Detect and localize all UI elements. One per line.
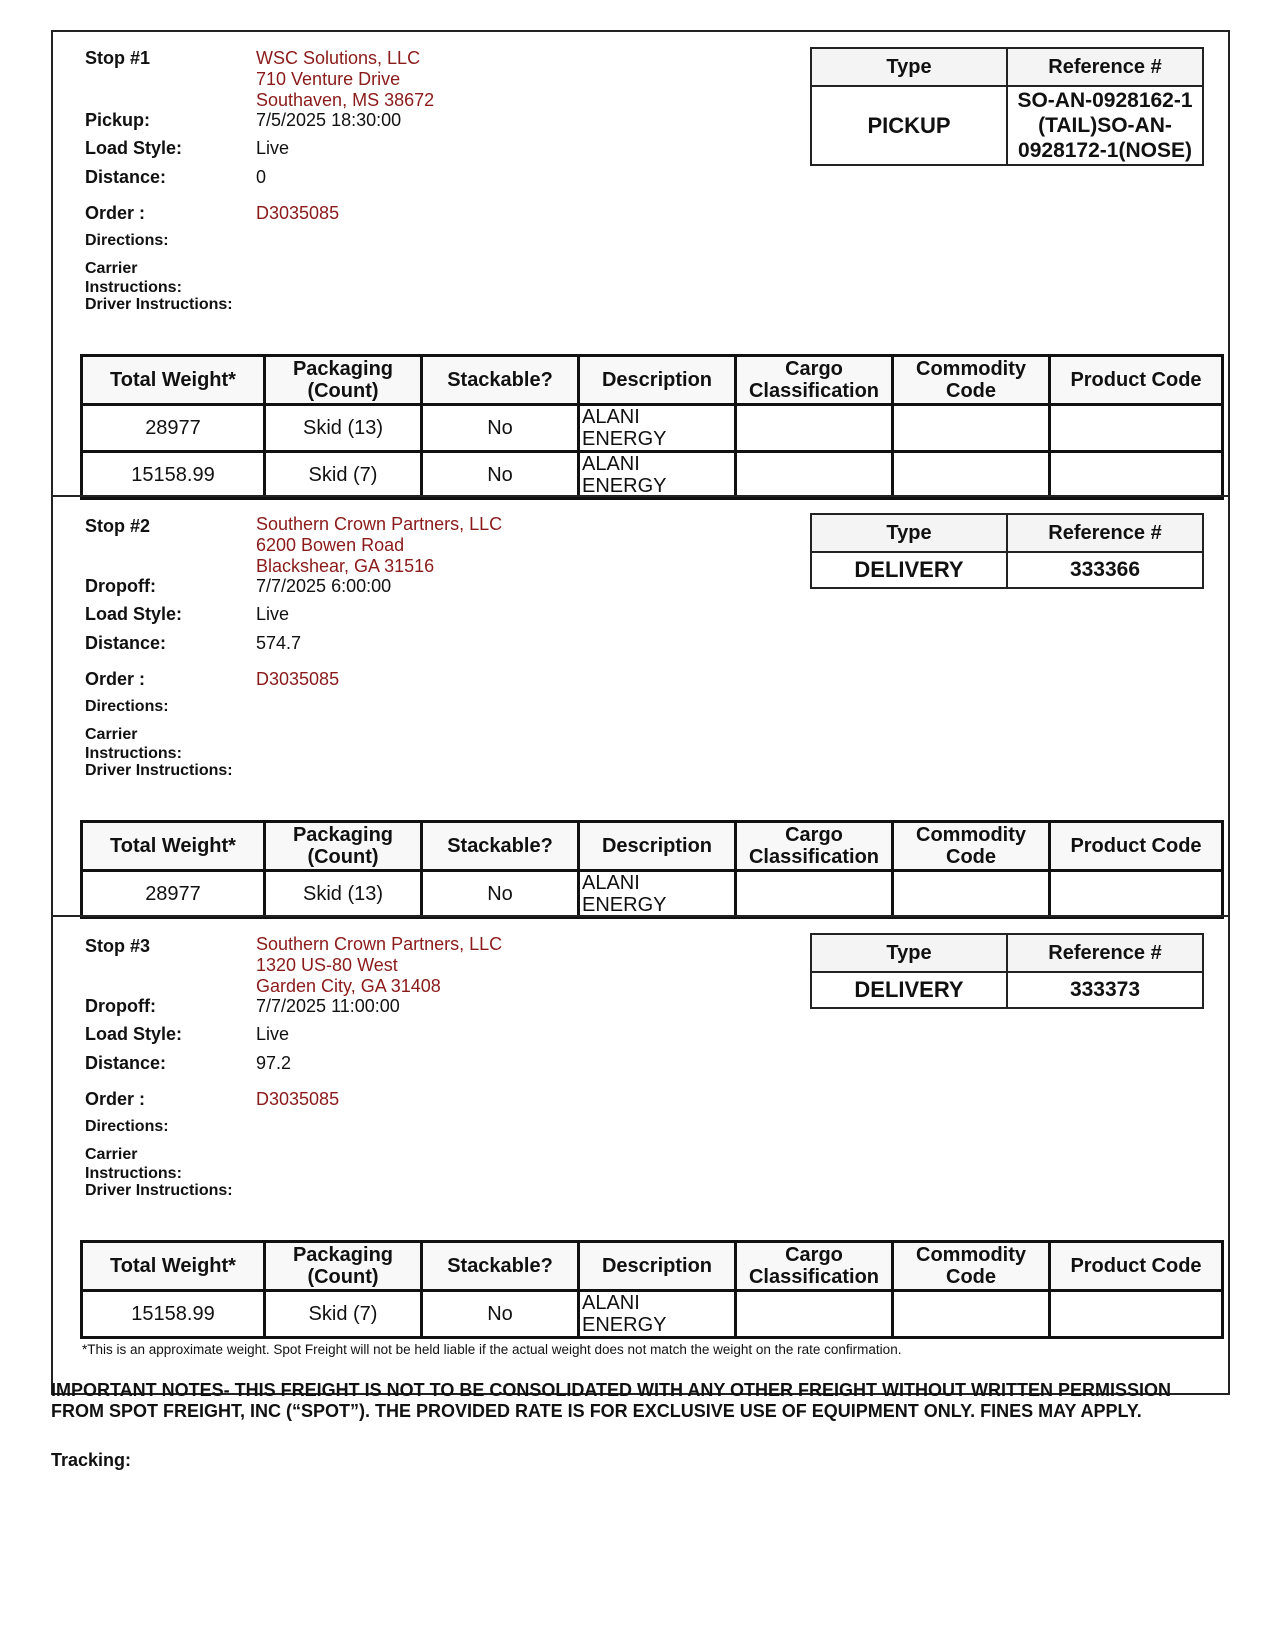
order-value: D3035085 (256, 203, 340, 223)
carrier-instructions-label: Carrier Instructions: (85, 1146, 182, 1182)
order-label: Order : (85, 1089, 146, 1109)
stackable-header: Stackable? (422, 356, 579, 405)
carrier-instructions-label: Carrier Instructions: (85, 260, 182, 296)
cargo-header-row (82, 356, 1223, 405)
cargo-table (80, 1240, 1224, 1339)
weight-cell: 28977 (82, 871, 265, 918)
packaging-header: Packaging (Count) (265, 822, 422, 871)
description-header: Description (579, 822, 736, 871)
weight-cell: 15158.99 (82, 1291, 265, 1338)
product-code-header: Product Code (1050, 822, 1223, 871)
total-weight-header: Total Weight* (82, 356, 265, 405)
stop-type: PICKUP (811, 86, 1007, 165)
cargo-header-row (82, 822, 1223, 871)
packaging-cell: Skid (7) (265, 1291, 422, 1338)
directions-label: Directions: (85, 232, 169, 249)
packaging-cell: Skid (7) (265, 452, 422, 499)
distance-label: Distance: (85, 1053, 167, 1073)
cargo-table (80, 354, 1224, 500)
load-style-value: Live (256, 138, 290, 158)
commodity-code-header: Commodity Code (893, 356, 1050, 405)
packaging-header: Packaging (Count) (265, 356, 422, 405)
reference-number: 333373 (1007, 972, 1203, 1008)
type-header: Type (811, 48, 1007, 86)
reference-number: SO-AN-0928162-1 (TAIL)SO-AN- 0928172-1(NOSE) (1007, 86, 1203, 165)
classification-cell (736, 405, 893, 452)
distance-value: 97.2 (256, 1053, 292, 1073)
weight-cell: 15158.99 (82, 452, 265, 499)
description-header: Description (579, 356, 736, 405)
classification-cell (736, 452, 893, 499)
address-line: Garden City, GA 31408 (256, 976, 441, 996)
table-row (82, 405, 1223, 452)
reference-header: Reference # (1007, 514, 1203, 552)
stop-number: Stop #2 (85, 516, 151, 536)
important-notes: IMPORTANT NOTES- THIS FREIGHT IS NOT TO BE CONSOLIDATED WITH ANY OTHER FREIGHT WITHOUT WRITTEN PERMISSION FROM SPOT FREIGHT, INC (“SPOT”). THE PROVIDED RATE IS FOR EXCLUSIVE USE OF EQUIPMENT ONLY. FINES MAY APPLY. (51, 1380, 1171, 1421)
stackable-cell: No (422, 871, 579, 918)
commodity-cell (893, 1291, 1050, 1338)
table-row (82, 1291, 1223, 1338)
load-style-value: Live (256, 604, 290, 624)
product-cell (1050, 871, 1223, 918)
time-value: 7/7/2025 11:00:00 (256, 996, 400, 1016)
time-label: Dropoff: (85, 576, 156, 596)
distance-label: Distance: (85, 167, 167, 187)
commodity-code-header: Commodity Code (893, 822, 1050, 871)
stackable-header: Stackable? (422, 822, 579, 871)
distance-value: 0 (256, 167, 267, 187)
distance-value: 574.7 (256, 633, 302, 653)
reference-number: 333366 (1007, 552, 1203, 588)
commodity-code-header: Commodity Code (893, 1242, 1050, 1291)
cargo-classification-header: Cargo Classification (736, 356, 893, 405)
stop-3-section (51, 916, 1230, 1336)
address-line: WSC Solutions, LLC (256, 48, 421, 68)
stop-address (256, 48, 434, 111)
load-style-label: Load Style: (85, 1024, 183, 1044)
driver-instructions-label: Driver Instructions: (85, 762, 233, 779)
table-row (82, 871, 1223, 918)
weight-cell: 28977 (82, 405, 265, 452)
commodity-cell (893, 405, 1050, 452)
address-line: Southern Crown Partners, LLC (256, 934, 503, 954)
stackable-cell: No (422, 405, 579, 452)
directions-label: Directions: (85, 1118, 169, 1135)
address-line: 1320 US-80 West (256, 955, 398, 975)
address-line: Southaven, MS 38672 (256, 90, 435, 110)
time-value: 7/7/2025 6:00:00 (256, 576, 392, 596)
load-style-value: Live (256, 1024, 290, 1044)
description-cell: ALANI ENERGY (579, 452, 736, 499)
product-cell (1050, 405, 1223, 452)
packaging-cell: Skid (13) (265, 405, 422, 452)
cargo-table (80, 820, 1224, 919)
product-code-header: Product Code (1050, 1242, 1223, 1291)
stackable-cell: No (422, 452, 579, 499)
tracking-label: Tracking: (51, 1450, 132, 1470)
total-weight-header: Total Weight* (82, 822, 265, 871)
reference-table (810, 513, 1204, 589)
address-line: Southern Crown Partners, LLC (256, 514, 503, 534)
reference-table (810, 933, 1204, 1009)
cargo-classification-header: Cargo Classification (736, 822, 893, 871)
order-label: Order : (85, 203, 146, 223)
time-label: Dropoff: (85, 996, 156, 1016)
description-header: Description (579, 1242, 736, 1291)
packaging-cell: Skid (13) (265, 871, 422, 918)
stop-number: Stop #1 (85, 48, 151, 68)
order-value: D3035085 (256, 1089, 340, 1109)
description-cell: ALANI ENERGY (579, 1291, 736, 1338)
address-line: 710 Venture Drive (256, 69, 401, 89)
load-style-label: Load Style: (85, 138, 183, 158)
reference-table (810, 47, 1204, 166)
cargo-classification-header: Cargo Classification (736, 1242, 893, 1291)
stop-type: DELIVERY (811, 972, 1007, 1008)
weight-footnote: *This is an approximate weight. Spot Freight will not be held liable if the actual weight does not match the weight on the rate confirmation. (82, 1342, 902, 1357)
product-cell (1050, 452, 1223, 499)
order-label: Order : (85, 669, 146, 689)
stop-2-section (51, 496, 1230, 916)
stop-type: DELIVERY (811, 552, 1007, 588)
distance-label: Distance: (85, 633, 167, 653)
stop-address (256, 514, 502, 577)
time-label: Pickup: (85, 110, 151, 130)
directions-label: Directions: (85, 698, 169, 715)
classification-cell (736, 871, 893, 918)
stackable-cell: No (422, 1291, 579, 1338)
reference-header: Reference # (1007, 48, 1203, 86)
driver-instructions-label: Driver Instructions: (85, 296, 233, 313)
type-header: Type (811, 934, 1007, 972)
product-code-header: Product Code (1050, 356, 1223, 405)
commodity-cell (893, 871, 1050, 918)
driver-instructions-label: Driver Instructions: (85, 1182, 233, 1199)
address-line: Blackshear, GA 31516 (256, 556, 435, 576)
description-cell: ALANI ENERGY (579, 405, 736, 452)
table-row (82, 452, 1223, 499)
packaging-header: Packaging (Count) (265, 1242, 422, 1291)
classification-cell (736, 1291, 893, 1338)
product-cell (1050, 1291, 1223, 1338)
description-cell: ALANI ENERGY (579, 871, 736, 918)
reference-header: Reference # (1007, 934, 1203, 972)
commodity-cell (893, 452, 1050, 499)
address-line: 6200 Bowen Road (256, 535, 405, 555)
load-style-label: Load Style: (85, 604, 183, 624)
stop-1-section (51, 30, 1230, 496)
time-value: 7/5/2025 18:30:00 (256, 110, 402, 130)
total-weight-header: Total Weight* (82, 1242, 265, 1291)
stop-address (256, 934, 502, 997)
carrier-instructions-label: Carrier Instructions: (85, 726, 182, 762)
type-header: Type (811, 514, 1007, 552)
stackable-header: Stackable? (422, 1242, 579, 1291)
cargo-header-row (82, 1242, 1223, 1291)
stop-number: Stop #3 (85, 936, 151, 956)
order-value: D3035085 (256, 669, 340, 689)
